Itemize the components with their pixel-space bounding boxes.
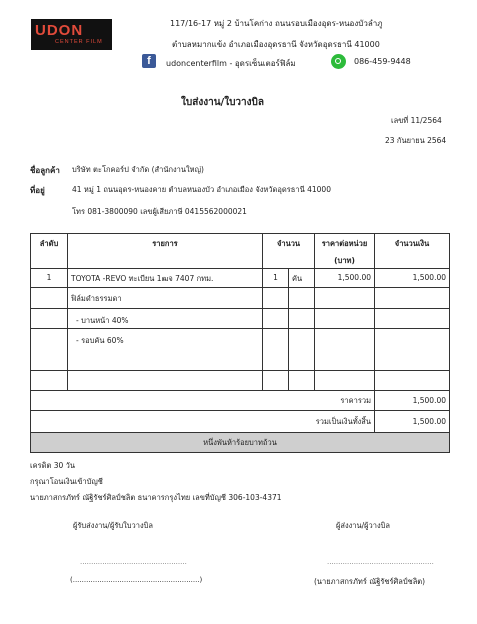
logo-subtext: CENTER FILM: [55, 39, 103, 45]
customer-address: 41 หมู่ 1 ถนนอุดร-หนองคาย ตำบลหนองบัว อำเภอเมือง จังหวัดอุดรธานี 41000: [72, 185, 331, 194]
total-label: รวมเป็นเงินทั้งสิ้น: [31, 411, 375, 433]
header-amount: จำนวนเงิน: [375, 234, 450, 269]
row-no: [31, 329, 68, 371]
biller-name: (นายภาสกรภัทร์ ณัฐิรัชร์ศิลป์ชลิต): [314, 577, 426, 586]
row-amount: [375, 288, 450, 309]
header-qty: จำนวน: [263, 234, 315, 269]
row-qty: [263, 329, 289, 371]
row-item: - รอบคัน 60%: [68, 329, 263, 371]
row-unit: [289, 309, 315, 329]
facebook-page: udoncenterfilm - อุดรเซ็นเตอร์ฟิล์ม: [166, 59, 296, 68]
row-price: [315, 309, 375, 329]
subtotal-value: 1,500.00: [375, 391, 450, 411]
row-qty: [263, 288, 289, 309]
row-item: - บานหน้า 40%: [68, 309, 263, 329]
document-title: ใบส่งงาน/ใบวางบิล: [181, 97, 265, 108]
table-row-empty: [31, 371, 450, 391]
row-amount: 1,500.00: [375, 269, 450, 288]
receiver-name: (.........................................................): [70, 576, 203, 584]
items-table: [30, 233, 450, 453]
payment-note: กรุณาโอนเงินเข้าบัญชี: [30, 477, 103, 486]
amount-in-words-row: [31, 433, 450, 453]
header-unit-price-label: ราคาต่อหน่วย: [321, 239, 368, 248]
customer-name: บริษัท ตะโกคอร์ป จำกัด (สำนักงานใหญ่): [72, 165, 204, 174]
header-unit-price: [315, 234, 375, 269]
table-header-row: [31, 234, 450, 269]
facebook-icon: f: [142, 54, 156, 68]
document-number: เลขที่ 11/2564: [391, 116, 442, 125]
header-no: ลำดับ: [31, 234, 68, 269]
table-row: [31, 329, 450, 371]
receiver-signature-line: ................................................: [80, 558, 187, 566]
amount-in-words: หนึ่งพันห้าร้อยบาทถ้วน: [31, 433, 450, 453]
line-icon: [331, 54, 346, 69]
row-no: [31, 288, 68, 309]
row-unit: [289, 329, 315, 371]
table-row: [31, 269, 450, 288]
table-row: [31, 288, 450, 309]
company-address-line2: ตำบลหมากแข้ง อำเภอเมืองอุดรธานี จังหวัดอุดรธานี 41000: [172, 40, 380, 49]
row-qty: 1: [263, 269, 289, 288]
biller-label: ผู้ส่งงาน/ผู้วางบิล: [336, 521, 390, 530]
row-amount: [375, 329, 450, 371]
row-unit: คัน: [289, 269, 315, 288]
company-phone: 086-459-9448: [354, 57, 411, 66]
credit-terms: เครดิต 30 วัน: [30, 461, 75, 470]
row-unit: [289, 288, 315, 309]
row-amount: [375, 309, 450, 329]
biller-signature-line: ................................................: [327, 558, 434, 566]
row-no: [31, 309, 68, 329]
customer-name-label: ชื่อลูกค้า: [30, 166, 60, 175]
row-item: TOYOTA -REVO ทะเบียน 1ฒจ 7407 กทม.: [68, 269, 263, 288]
receiver-label: ผู้รับส่งงาน/ผู้รับใบวางบิล: [73, 521, 153, 530]
logo-text: UDON: [35, 22, 84, 39]
subtotal-row: [31, 391, 450, 411]
row-price: [315, 288, 375, 309]
total-value: 1,500.00: [375, 411, 450, 433]
row-price: [315, 329, 375, 371]
table-row: [31, 309, 450, 329]
row-qty: [263, 309, 289, 329]
customer-contact: โทร 081-3800090 เลขผู้เสียภาษี 0415562000021: [72, 207, 247, 216]
row-no: 1: [31, 269, 68, 288]
header-item: รายการ: [68, 234, 263, 269]
subtotal-label: ราคารวม: [31, 391, 375, 411]
total-row: [31, 411, 450, 433]
company-logo: [31, 19, 112, 50]
bank-account: นายภาสกรภัทร์ ณัฐิรัชร์ศิลป์ชลิต ธนาคารกรุงไทย เลขที่บัญชี 306-103-4371: [30, 493, 282, 502]
header-unit-price-sub: (บาท): [334, 256, 355, 265]
company-address-line1: 117/16-17 หมู่ 2 บ้านโคก่าง ถนนรอบเมืองอุดร-หนองบัวลำภู: [170, 19, 383, 28]
customer-address-label: ที่อยู่: [30, 186, 45, 195]
row-price: 1,500.00: [315, 269, 375, 288]
row-item: ฟิล์มดำธรรมดา: [68, 288, 263, 309]
document-date: 23 กันยายน 2564: [385, 136, 447, 145]
